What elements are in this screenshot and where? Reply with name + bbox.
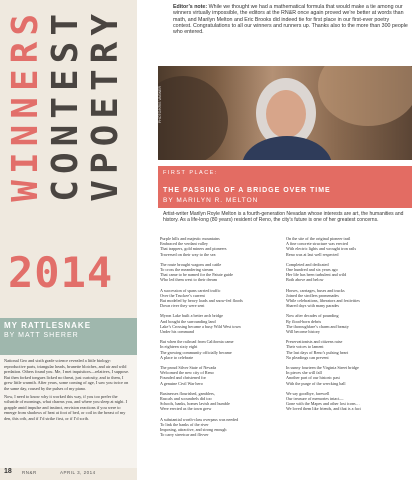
poem-stanza — [160, 236, 280, 257]
poem-line: Were erected as the town grew — [160, 406, 212, 412]
photo-lamp-glow — [318, 66, 412, 126]
first-place-label: FIRST PLACE: — [163, 170, 218, 176]
poem-line: Who led them west to their dream — [160, 277, 217, 283]
poem-line: Schools, banks, homes lavish and humble — [160, 401, 230, 407]
poem-stanza — [160, 365, 280, 386]
poem-line: Over the Truckee’s current — [160, 292, 205, 298]
first-place-banner — [158, 166, 412, 208]
editor-note — [173, 4, 408, 35]
editor-note-text: While we thought we had a mathematical formula that would make a tie among our winners virtually impossible, the editors at the RN&R once again proved we’re better at words than math, and Marilyn Melton and Eric Brooks did indeed tie for first place in our first-ever poetry contest. Congratulations to all our winners and runners up. Thanks also to the more than 300 people who entered. — [173, 4, 408, 36]
poem-line: Embraced the verdant valley — [160, 241, 209, 247]
poem-line: Down river they were sent — [160, 303, 205, 309]
poem-line: Gone with the Mapes and other lost icons… — [286, 401, 360, 407]
poem-stanza — [160, 339, 280, 360]
poem-stanza — [286, 313, 406, 334]
poem-line: With electric lights and wrought iron rails — [286, 246, 357, 252]
poem-line: To link the banks of the river — [160, 421, 209, 427]
poem-line: Welcomed the new city of Reno — [160, 370, 214, 376]
poem-line: Now after decades of pounding — [286, 313, 339, 319]
poem-stanza — [286, 391, 406, 412]
poem-line: No pleadings can prevent — [286, 354, 329, 360]
poem-line: Completed and dedicated — [286, 261, 329, 267]
poem-line: A succession of spans carried traffic — [160, 287, 221, 293]
poem-line: To cross the meandering stream — [160, 267, 214, 273]
poem-line: Joined the strollers promenades — [286, 292, 339, 298]
photo-shoulders — [242, 136, 332, 160]
poem-line: Another part of our historic past — [286, 375, 340, 381]
poem-line: Rascals and scoundrels did too — [160, 396, 212, 402]
poem-line: The thoroughfare’s charm and beauty — [286, 323, 349, 329]
poem-line: By flood-born debris — [286, 318, 322, 324]
poem-line: But modeled by heavy loads and snow-fed floods — [160, 298, 243, 304]
photo-face — [266, 90, 306, 138]
poem-line: In sunny fourteen the Virginia Street bridge — [286, 365, 359, 371]
poster-panel — [0, 0, 137, 480]
poem-line: The growing community officially became — [160, 349, 232, 355]
poem-line: In eighteen sixty eight — [160, 344, 198, 350]
poem-line: Businesses flourished, gamblers, — [160, 390, 215, 396]
poem-line: A place to celebrate — [160, 354, 194, 360]
poem-line: Lake’s Crossing became a busy Wild West town — [160, 323, 241, 329]
poem-line: Will become history — [286, 329, 321, 335]
poem-line: In pieces she will fall — [286, 370, 322, 376]
poem-stanza — [286, 339, 406, 360]
poem-stanza — [286, 365, 406, 386]
poem-line: A substantial worth-class overpass was needed — [160, 416, 239, 422]
poem-stanza — [160, 288, 280, 309]
poster-word-contest: CONTEST — [45, 8, 86, 202]
rattlesnake-header — [0, 318, 137, 355]
author-intro: Artist-writer Marilyn Royle Melton is a fourth-generation Nevadan whose interests are art, the humanities and history. As a life-long (80 years) resident of Reno, the city’s future is one of her greatest concerns. — [163, 211, 404, 223]
poem-line: To carry streetcar and flivver — [160, 432, 209, 438]
poster-year: 2014 — [8, 248, 114, 297]
poem-line: Founded and christened for — [160, 375, 206, 381]
rattlesnake-author: BY MATT SHERER — [4, 332, 79, 339]
poem-line: Under his command — [160, 329, 194, 335]
poem-line: But when the railroad from California came — [160, 339, 234, 345]
poster-word-winners: WINNERS — [5, 8, 46, 202]
poem-stanza — [160, 391, 280, 412]
poem-line: That came to be named for the Paiute guide — [160, 272, 234, 278]
poster-word-poetry: VPOETRY — [85, 8, 126, 202]
poem-line: And bought the surrounding land — [160, 318, 216, 324]
poem-line: Shared days with many parades — [286, 303, 340, 309]
poem-line: The last days of Reno’s pulsing heart — [286, 349, 349, 355]
poem-line: Horses, carriages, buses and trucks — [286, 287, 345, 293]
first-place-poem-title: THE PASSING OF A BRIDGE OVER TIME — [163, 187, 331, 194]
poem-line: Myron Lake built a better arch bridge — [160, 313, 224, 319]
issue-date: APRIL 3, 2014 — [60, 470, 96, 475]
poem-column-right — [286, 236, 406, 417]
poem-column-left — [160, 236, 280, 443]
poem-line: That trappers, gold miners and pioneers — [160, 246, 227, 252]
poem-line: Our treasure of memories intact— — [286, 396, 344, 402]
rattlesnake-paragraph-2: Now, I need to know why it worked this way, if you too prefer the wilsnide of mornings, what charms you, and where you sleep at night. I grapple amid impulse and instinct, envision reactions if you were to emerge from shadows of heat at foot of bed, or coil in the breast of my den, this crib, and if I’d strike first, or if I’d scrib. — [4, 393, 128, 421]
rattlesnake-body — [0, 355, 137, 427]
publication-name: RN&R — [22, 470, 37, 475]
editor-note-lead: Editor’s note: — [173, 4, 208, 10]
photo-background-shape — [158, 76, 228, 160]
poem-line: On the site of the original pioneer trail — [286, 236, 351, 241]
poem-line: Reno was at last well respected — [286, 251, 339, 257]
photo-credit: PHOTO/KRIS VAGNER — [158, 86, 162, 124]
poem-stanza — [286, 288, 406, 309]
first-place-author: BY MARILYN R. MELTON — [163, 197, 259, 204]
poem-stanza — [286, 236, 406, 257]
poem-line: The route brought wagons and cattle — [160, 261, 222, 267]
poem-line: Her life has been turbulent and wild — [286, 272, 347, 278]
poem-line: Both above and below — [286, 277, 324, 283]
poem-line: A fine concrete structure was erected — [286, 241, 348, 247]
poem-line: Purple hills and majestic mountains — [160, 236, 220, 241]
poem-line: A genuine Civil War hero — [160, 380, 203, 386]
poem-line: While celebrations, liberators and festivities — [286, 298, 360, 304]
poem-line: Imposing, attractive, and strong enough — [160, 427, 227, 433]
rattlesnake-poem-box — [0, 318, 137, 468]
poem-stanza — [160, 262, 280, 283]
page-number: 18 — [4, 468, 12, 475]
poem-stanza — [160, 417, 280, 438]
poem-line: One hundred and six years ago — [286, 267, 338, 273]
rattlesnake-paragraph-1: National Geo and sixth grade science revealed a little biology: reproductive parts, triangular heads, brunette blotches, and air and wild predation. Others found you. Me, I met inquisitors—relatives, I suppose. But then forked tongues licked no threat, just curiosity, and to them, I grew little warmth. After years, some coming of age, I saw you twice on the same day, roused by the pulses of my piano. — [4, 358, 130, 391]
poem-line: Their voices to lament — [286, 344, 324, 350]
poem-stanza — [160, 313, 280, 334]
rattlesnake-title: MY RATTLESNAKE — [4, 321, 92, 330]
poem-line: We loved them like friends, and that is a fact — [286, 406, 361, 412]
poem-line: Preservationists and citizens raise — [286, 339, 343, 345]
author-photo — [158, 66, 412, 160]
poem-line: With the purge of the wrecking ball — [286, 380, 346, 386]
page-footer — [0, 468, 417, 480]
poem-stanza — [286, 262, 406, 283]
poem-line: The proud Silver State of Nevada — [160, 365, 217, 371]
poem-line: Traversed on their way to the sea — [160, 251, 216, 257]
poem-line: We say goodbye, farewell — [286, 390, 330, 396]
